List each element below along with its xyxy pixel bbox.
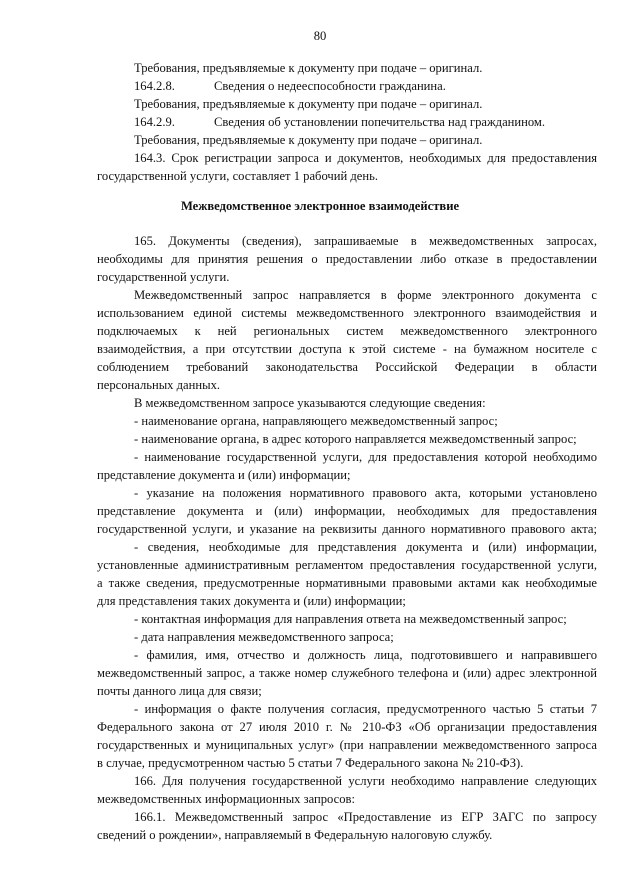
text-line: представление документа и (или) информации, необходимых для предоставления — [97, 504, 597, 518]
text-line: государственной услуги. — [97, 270, 230, 284]
section-number: 164.2.8. — [134, 79, 175, 93]
list-item: - наименование государственной услуги, для предоставления которой необходимо — [134, 450, 597, 464]
text-line: Межведомственный запрос направляется в форме электронного документа с — [134, 288, 597, 302]
text-line: представление документа и (или) информации; — [97, 468, 351, 482]
text-line: для представления таких документа и (или) информации; — [97, 594, 406, 608]
list-item: - контактная информация для направления ответа на межведомственный запрос; — [134, 612, 567, 626]
text-line: 166.1. Межведомственный запрос «Предоставление из ЕГР ЗАГС по запросу — [134, 810, 597, 824]
text-line: Требования, предъявляемые к документу при подаче – оригинал. — [134, 61, 483, 75]
list-item: - информация о факте получения согласия, предусмотренного частью 5 статьи 7 — [134, 702, 597, 716]
list-item: - фамилия, имя, отчество и должность лица, подготовившего и направившего — [134, 648, 597, 662]
text-line: межведомственных информационных запросов: — [97, 792, 355, 806]
text-line: а также сведения, предусмотренные нормативными правовыми актами как необходимые — [97, 576, 597, 590]
text-line: государственных и муниципальных услуг» (при направлении межведомственного запроса — [97, 738, 597, 752]
text-line: установленные административным регламентом предоставления государственной услуги, — [97, 558, 597, 572]
text-line: соблюдением требований законодательства Российской Федерации в области — [97, 360, 597, 374]
list-item: - наименование органа, в адрес которого направляется межведомственный запрос; — [134, 432, 577, 446]
text-line: 165. Документы (сведения), запрашиваемые в межведомственных запросах, — [134, 234, 597, 248]
text-line: сведений о рождении», направляемый в Федеральную налоговую службу. — [97, 828, 493, 842]
text-line: подключаемых к ней региональных систем межведомственного электронного — [97, 324, 597, 338]
text-line: почты данного лица для связи; — [97, 684, 262, 698]
text-line: использованием единой системы межведомственного электронного взаимодействия и — [97, 306, 597, 320]
text-line: необходимы для принятия решения о предоставлении либо отказе в предоставлении — [97, 252, 597, 266]
text-line: Требования, предъявляемые к документу при подаче – оригинал. — [134, 97, 483, 111]
text-line: 166. Для получения государственной услуги необходимо направление следующих — [134, 774, 597, 788]
list-item: - дата направления межведомственного запроса; — [134, 630, 394, 644]
text-line: 164.3. Срок регистрации запроса и документов, необходимых для предоставления — [134, 151, 597, 165]
text-line: В межведомственном запросе указываются следующие сведения: — [134, 396, 486, 410]
list-item: - наименование органа, направляющего межведомственный запрос; — [134, 414, 498, 428]
list-item: - сведения, необходимые для представления документа и (или) информации, — [134, 540, 597, 554]
text-line: Сведения о недееспособности гражданина. — [214, 79, 446, 93]
section-number: 164.2.9. — [134, 115, 175, 129]
text-line: государственной услуги, составляет 1 рабочий день. — [97, 169, 379, 183]
page-number: 80 — [313, 29, 327, 43]
section-heading: Межведомственное электронное взаимодействие — [180, 199, 460, 213]
text-line: взаимодействия, а при отсутствии доступа к этой системе - на бумажном носителе с — [97, 342, 597, 356]
text-line: Сведения об установлении попечительства над гражданином. — [214, 115, 546, 129]
text-line: Федерального закона от 27 июля 2010 г. № 210-ФЗ «Об организации предоставления — [97, 720, 597, 734]
text-line: межведомственный запрос, а также номер служебного телефона и (или) адрес электронной — [97, 666, 597, 680]
text-line: персональных данных. — [97, 378, 221, 392]
list-item: - указание на положения нормативного правового акта, которыми установлено — [134, 486, 597, 500]
text-line: в случае, предусмотренном частью 5 статьи 7 Федерального закона № 210-ФЗ). — [97, 756, 524, 770]
text-line: Требования, предъявляемые к документу при подаче – оригинал. — [134, 133, 483, 147]
text-line: государственной услуги, и указание на реквизиты данного нормативного правового акта; — [97, 522, 597, 536]
